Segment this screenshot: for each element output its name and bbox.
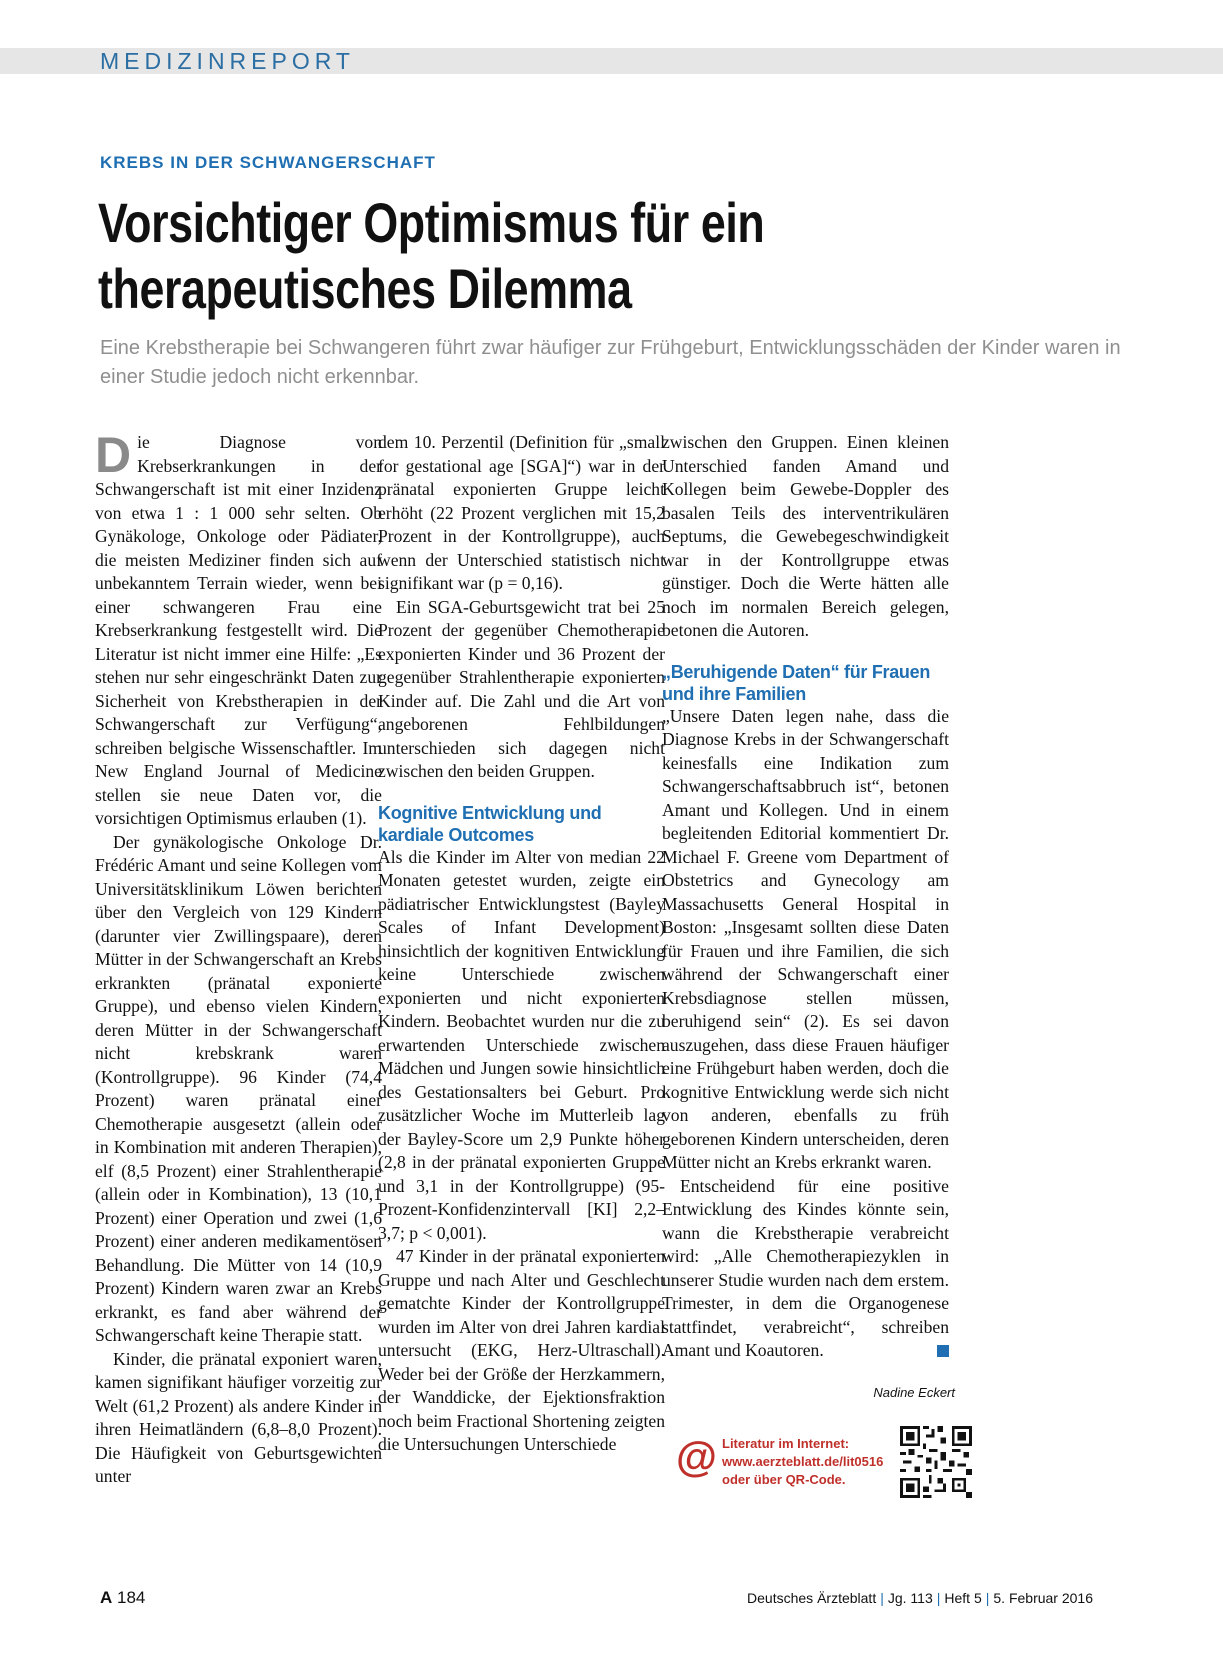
paragraph (662, 1175, 949, 1363)
section-label: MEDIZINREPORT (100, 48, 355, 74)
paragraph: Ein SGA-Geburtsgewicht trat bei 25 Prozent der gegenüber Chemotherapie exponierten Kinder und 36 Prozent der gegenüber Strahlentherapie exponierten Kinder auf. Die Zahl und die Art von angeborenen Fehlbildungen unterschieden sich dagegen nicht zwischen den beiden Gruppen. (378, 596, 665, 781)
article-dek: Eine Krebstherapie bei Schwangeren führt zwar häufiger zur Frühgeburt, Entwicklungsschäden der Kinder waren in einer Studie jedoch nicht erkennbar. (100, 337, 1121, 388)
column-3 (662, 431, 949, 1363)
article-headline (98, 190, 922, 322)
paragraph-text: ie Diagnose von Krebserkrankungen in der Schwangerschaft ist mit einer Inzidenz von etwa 1 : 1 000 sehr selten. Ob Gynäkologe, Onkologe oder Pädiater, die meisten Mediziner finden sich auf unbekanntem Terrain wieder, wenn bei einer schwangeren Frau eine Krebserkrankung festgestellt wird. Die Literatur ist nicht immer eine Hilfe: „Es stehen nur sehr eingeschränkt Daten zur Sicherheit von Krebstherapien in der Schwangerschaft zur Verfügung“, schreiben belgische Wissenschaftler. Im New England Journal of Medicine stellen sie neue Daten vor, die vorsichtigen Optimismus erlauben (1). (95, 432, 382, 828)
paragraph: Der gynäkologische Onkologe Dr. Frédéric Amant und seine Kollegen vom Universitätsklinikum Löwen berichten über den Vergleich von 129 Kindern (darunter vier Zwillingspaare), deren Mütter in der Schwangerschaft an Krebs erkrankten (pränatal exponierte Gruppe), und ebenso vielen Kindern, deren Mütter in der Schwangerschaft nicht krebskrank waren (Kontrollgruppe). 96 Kinder (74,4 Prozent) waren pränatal einer Chemotherapie ausgesetzt (allein oder in Kombination mit anderen Therapien), elf (8,5 Prozent) einer Strahlentherapie (allein oder in Kombination), 13 (10,1 Prozent) einer Operation und zwei (1,6 Prozent) einer anderen medikamentösen Behandlung. Die Mütter von 14 (10,9 Prozent) Kindern waren zwar an Krebs erkrankt, es fand aber während der Schwangerschaft keine Therapie statt. (95, 831, 382, 1345)
page-prefix: A (100, 1588, 113, 1607)
journal-date: 5. Februar 2016 (993, 1590, 1093, 1606)
journal-volume: Jg. 113 (887, 1590, 933, 1606)
subheading: Kognitive Entwicklung und kardiale Outcomes (378, 802, 602, 845)
article-kicker: KREBS IN DER SCHWANGERSCHAFT (100, 153, 436, 172)
paragraph: zwischen den Gruppen. Einen kleinen Unterschied fanden Amand und Kollegen beim Gewebe-Doppler des basalen Teils des interventrikulären Septums, die Gewebegeschwindigkeit war in der Kontrollgruppe etwas günstiger. Doch die Werte hätten alle noch im normalen Bereich gelegen, betonen die Autoren. (662, 432, 949, 640)
paragraph (95, 427, 382, 831)
headline-line-1: Vorsichtiger Optimismus für ein (98, 191, 765, 254)
journal-name: Deutsches Ärzteblatt (747, 1590, 877, 1606)
literature-heading: Literatur im Internet: (722, 1436, 850, 1451)
literature-link[interactable]: www.aerzteblatt.de/lit0516 (722, 1454, 884, 1469)
paragraph: dem 10. Perzentil (Definition für „small for gestational age [SGA]“) war in der pränatal exponierten Gruppe leicht erhöht (22 Prozent verglichen mit 15,2 Prozent in der Kontrollgruppe), auch wenn der Unterschied statistisch nicht signifikant war (p = 0,16). (378, 432, 665, 593)
column-2 (378, 431, 665, 1457)
subheading: „Beruhigende Daten“ für Frauen und ihre Familien (662, 661, 931, 704)
qr-code-icon[interactable] (900, 1426, 972, 1498)
paragraph: Als die Kinder im Alter von median 22 Monaten getestet wurden, zeigte ein pädiatrischer Entwicklungstest (Bayley Scales of Infant Development) hinsichtlich der kognitiven Entwicklung keine Unterschiede zwischen exponierten und nicht exponierten Kindern. Beobachtet wurden nur die zu erwartenden Unterschiede zwischen Mädchen und Jungen sowie hinsichtlich des Gestationsalters bei Geburt. Pro zusätzlicher Woche im Mutterleib lag der Bayley-Score um 2,9 Punkte höher (2,8 in der pränatal exponierten Gruppe und 3,1 in der Kontrollgruppe) (95-Prozent-Konfidenzintervall [KI] 2,2–3,7; p < 0,001). (378, 846, 665, 1243)
at-icon: @ (676, 1433, 717, 1480)
separator: | (880, 1590, 884, 1606)
paragraph: „Unsere Daten legen nahe, dass die Diagnose Krebs in der Schwangerschaft keinesfalls eine Indikation zum Schwangerschaftsabbruch ist“, betonen Amant und Kollegen. Und in einem begleitenden Editorial kommentiert Dr. Michael F. Greene vom Department of Obstetrics and Gynecology am Massachusetts General Hospital in Boston: „Insgesamt sollten diese Daten für Frauen und ihre Familien, die sich während der Schwangerschaft einer Krebsdiagnose stellen müssen, beruhigend sein“ (2). Es sei davon auszugehen, dass diese Frauen häufiger eine Frühgeburt haben werden, doch die kognitive Entwicklung werde sich nicht von anderen, ebenfalls zu früh geborenen Kindern unterscheiden, deren Mütter nicht an Krebs erkrankt waren. (662, 705, 949, 1172)
separator: | (936, 1590, 941, 1606)
paragraph: 47 Kinder in der pränatal exponierten Gruppe und nach Alter und Geschlecht gematchte Kinder der Kontrollgruppe wurden im Alter von drei Jahren kardial untersucht (EKG, Herz-Ultraschall). Weder bei der Größe der Herzkammern, der Wanddicke, der Ejektionsfraktion noch beim Fractional Shortening zeigten die Untersuchungen Unterschiede (378, 1246, 665, 1454)
paragraph-text: Entscheidend für eine positive Entwicklung des Kindes könnte sein, wann die Krebstherapie verabreicht wird: „Alle Chemotherapiezyklen in unserer Studie wurden nach dem erstem. Trimester, in dem die Organogenese stattfindet, verabreicht“, schreiben Amant und Koautoren. (662, 1175, 949, 1360)
literature-box (676, 1435, 936, 1491)
column-1 (95, 427, 382, 1489)
journal-issue: Heft 5 (944, 1590, 982, 1606)
end-mark-icon (937, 1345, 949, 1357)
headline-line-2: therapeutisches Dilemma (98, 257, 632, 320)
author-byline: Nadine Eckert (873, 1385, 955, 1400)
literature-qr-note: oder über QR-Code. (722, 1472, 846, 1487)
literature-text (722, 1435, 883, 1489)
paragraph: Kinder, die pränatal exponiert waren, kamen signifikant häufiger vorzeitig zur Welt (61,2 Prozent) als andere Kinder in ihren Heimatländern (6,8–8,0 Prozent). Die Häufigkeit von Geburtsgewichten unter (95, 1348, 382, 1486)
drop-cap: D (95, 427, 132, 483)
footer-citation (747, 1590, 1093, 1606)
page-number-value: 184 (117, 1588, 146, 1607)
page-number (100, 1588, 145, 1608)
separator: | (985, 1590, 990, 1606)
